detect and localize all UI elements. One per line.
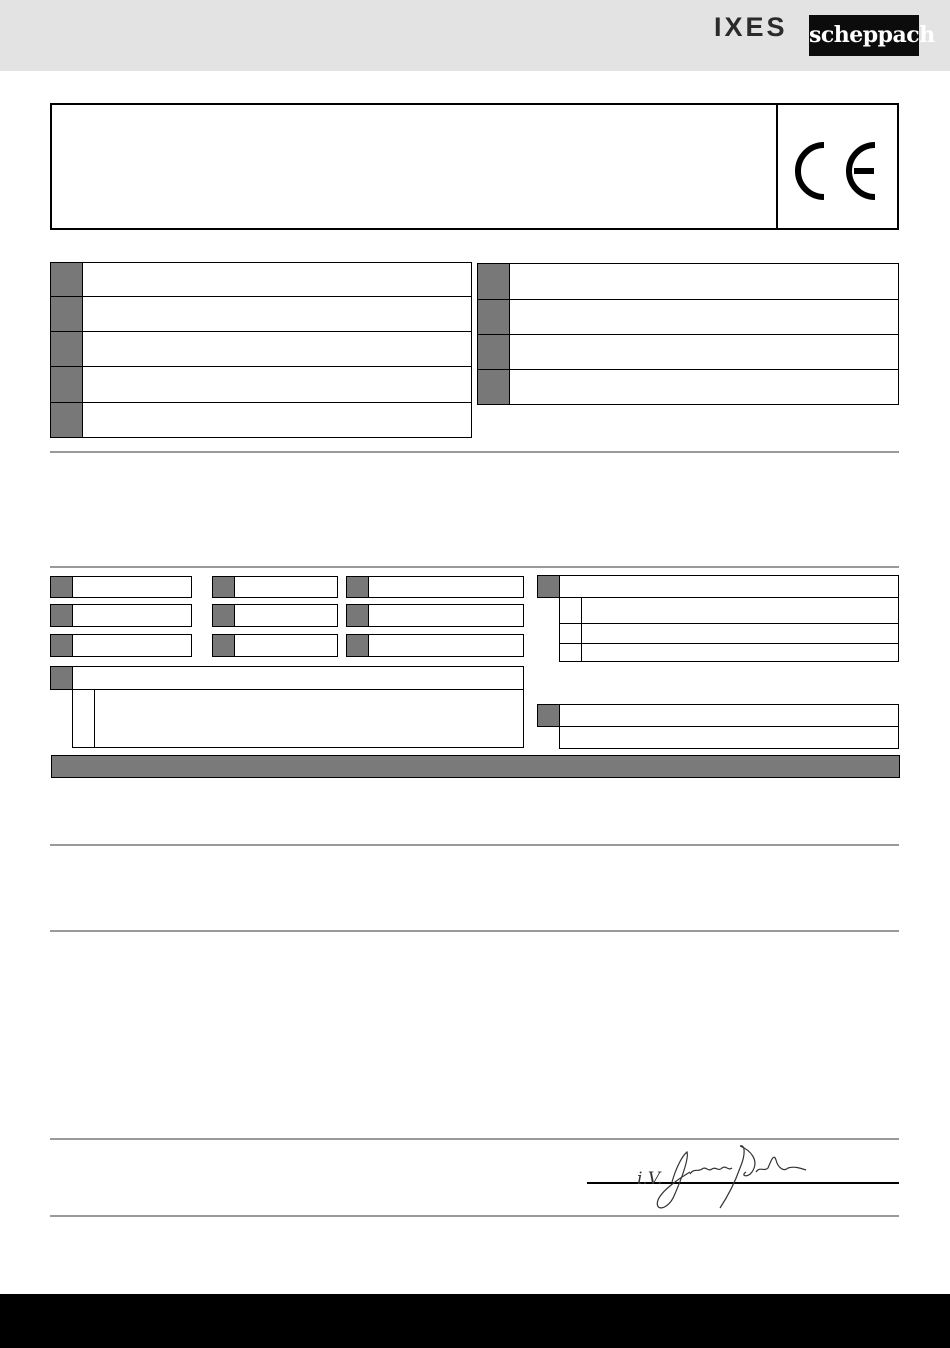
language-flag-box <box>478 300 510 334</box>
directive-box <box>212 634 338 657</box>
noise-subrow <box>559 623 899 644</box>
notified-body-box <box>537 704 899 727</box>
section-divider <box>50 566 899 568</box>
directive-marker <box>51 667 73 689</box>
directive-marker <box>347 635 369 656</box>
ixes-logo: IXES <box>714 12 788 42</box>
footer-band <box>0 1294 950 1348</box>
language-row <box>50 331 472 367</box>
language-row <box>50 366 472 403</box>
ce-mark-icon <box>778 103 899 230</box>
noise-marker <box>538 576 560 597</box>
language-row <box>50 296 472 332</box>
directive-marker <box>51 577 73 597</box>
language-flag-box <box>51 263 83 296</box>
standards-bar <box>51 755 900 778</box>
directive-box-wide <box>50 666 524 690</box>
language-flag-box <box>478 264 510 299</box>
noise-subrow <box>559 597 899 624</box>
directive-marker <box>213 577 235 597</box>
notified-body-marker <box>538 705 560 726</box>
section-divider <box>50 844 899 846</box>
notified-body-detail <box>559 726 899 749</box>
section-divider <box>50 930 899 932</box>
language-row <box>50 402 472 438</box>
directive-box <box>212 604 338 627</box>
directive-marker <box>347 605 369 626</box>
directive-marker <box>51 635 73 656</box>
noise-subrow-index <box>560 624 582 643</box>
language-row <box>477 334 899 370</box>
language-flag-box <box>51 297 83 331</box>
noise-subrow-index <box>560 644 582 661</box>
scheppach-logo: scheppach <box>809 15 919 56</box>
directive-box <box>346 604 524 627</box>
directive-marker <box>347 577 369 597</box>
directive-marker <box>213 605 235 626</box>
noise-subrow <box>559 643 899 662</box>
directive-detail-index <box>73 690 95 747</box>
directive-box <box>50 604 192 627</box>
directive-box <box>346 576 524 598</box>
language-flag-box <box>478 370 510 404</box>
noise-box <box>537 575 899 598</box>
language-flag-box <box>478 335 510 369</box>
directive-box <box>50 576 192 598</box>
handwritten-signature <box>590 1138 850 1218</box>
directive-marker <box>51 605 73 626</box>
noise-subrow-index <box>560 598 582 623</box>
directive-detail-box <box>72 689 524 748</box>
svg-text:i.V.: i.V. <box>637 1169 663 1189</box>
declaration-title-box <box>50 103 899 230</box>
directive-marker <box>213 635 235 656</box>
directive-box <box>50 634 192 657</box>
language-flag-box <box>51 332 83 366</box>
language-row <box>477 299 899 335</box>
directive-box <box>346 634 524 657</box>
language-row <box>477 369 899 405</box>
language-flag-box <box>51 367 83 402</box>
language-flag-box <box>51 403 83 437</box>
directive-box <box>212 576 338 598</box>
language-row <box>50 262 472 297</box>
header-band <box>0 0 950 71</box>
language-row <box>477 263 899 300</box>
section-divider <box>50 451 899 453</box>
